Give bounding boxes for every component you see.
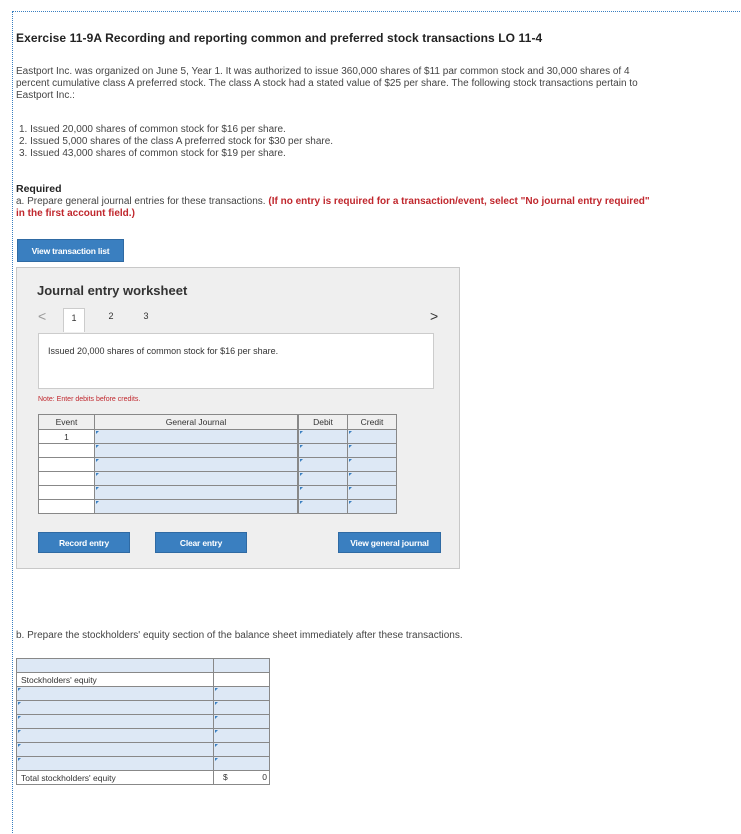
required-part-a (16, 196, 656, 220)
table-row (39, 500, 397, 514)
equity-account-input[interactable] (17, 757, 214, 771)
equity-amount-input[interactable] (214, 687, 270, 701)
equity-amount-input[interactable] (214, 743, 270, 757)
stockholders-equity-table (16, 658, 270, 785)
chevron-left-icon[interactable]: < (38, 308, 47, 324)
view-transaction-list-button[interactable]: View transaction list (17, 239, 124, 262)
equity-account-input[interactable] (17, 715, 214, 729)
credit-input[interactable] (348, 486, 397, 500)
part-a-instruction: (If no entry is required for a transaction/event, select "No journal entry required" in the first account field.) (16, 196, 650, 219)
debit-input[interactable] (299, 486, 348, 500)
record-entry-button[interactable]: Record entry (38, 532, 130, 553)
general-journal-column-header: General Journal (95, 415, 298, 430)
clear-entry-button[interactable]: Clear entry (155, 532, 247, 553)
equity-amount-input[interactable] (214, 715, 270, 729)
credit-input[interactable] (348, 458, 397, 472)
credit-input[interactable] (348, 430, 397, 444)
table-row (17, 771, 270, 785)
tab-1[interactable]: 1 (63, 308, 85, 332)
event-cell (39, 458, 95, 472)
debit-input[interactable] (299, 500, 348, 514)
equity-header-label: Stockholders' equity (17, 673, 214, 687)
part-a-text: a. Prepare general journal entries for these transactions. (16, 196, 269, 207)
account-input[interactable] (95, 472, 298, 486)
total-equity-label: Total stockholders' equity (17, 771, 214, 785)
table-row (39, 458, 397, 472)
debit-credit-note: Note: Enter debits before credits. (38, 396, 141, 403)
total-equity-value (214, 771, 270, 785)
table-row (39, 430, 397, 444)
table-row (17, 687, 270, 701)
debit-input[interactable] (299, 430, 348, 444)
table-row (39, 444, 397, 458)
table-row (17, 715, 270, 729)
worksheet-title: Journal entry worksheet (37, 283, 188, 298)
table-row (17, 729, 270, 743)
event-cell (39, 444, 95, 458)
table-row (17, 673, 270, 687)
exercise-title: Exercise 11-9A Recording and reporting common and preferred stock transactions LO 11-4 (16, 31, 543, 45)
debit-input[interactable] (299, 472, 348, 486)
transaction-item: 3. Issued 43,000 shares of common stock for $19 per share. (19, 148, 286, 159)
event-cell (39, 472, 95, 486)
debit-column-header: Debit (299, 415, 348, 430)
table-row (17, 743, 270, 757)
table-row (39, 486, 397, 500)
event-cell (39, 486, 95, 500)
account-input[interactable] (95, 458, 298, 472)
tab-3[interactable]: 3 (143, 311, 149, 321)
credit-column-header: Credit (348, 415, 397, 430)
equity-amount-input[interactable] (214, 701, 270, 715)
equity-account-input[interactable] (17, 729, 214, 743)
tab-2[interactable]: 2 (108, 311, 114, 321)
event-cell: 1 (39, 430, 95, 444)
journal-table (38, 414, 397, 514)
debit-input[interactable] (299, 444, 348, 458)
table-header-row (17, 659, 270, 673)
table-row (17, 701, 270, 715)
event-cell (39, 500, 95, 514)
transaction-description: Issued 20,000 shares of common stock for $16 per share. (38, 333, 434, 389)
account-input[interactable] (95, 444, 298, 458)
journal-entry-worksheet (16, 267, 460, 569)
account-input[interactable] (95, 500, 298, 514)
transaction-item: 2. Issued 5,000 shares of the class A preferred stock for $30 per share. (19, 136, 334, 147)
credit-input[interactable] (348, 500, 397, 514)
transaction-list (19, 124, 333, 160)
equity-account-input[interactable] (17, 687, 214, 701)
table-row (17, 757, 270, 771)
equity-amount-input[interactable] (214, 729, 270, 743)
currency-symbol: $ (223, 772, 228, 782)
equity-account-input[interactable] (17, 701, 214, 715)
view-general-journal-button[interactable]: View general journal (338, 532, 441, 553)
transaction-item: 1. Issued 20,000 shares of common stock for $16 per share. (19, 124, 286, 135)
credit-input[interactable] (348, 472, 397, 486)
total-equity-amount: 0 (262, 772, 267, 782)
required-part-b: b. Prepare the stockholders' equity section of the balance sheet immediately after these transactions. (16, 630, 463, 641)
account-input[interactable] (95, 486, 298, 500)
event-column-header: Event (39, 415, 95, 430)
equity-account-input[interactable] (17, 743, 214, 757)
required-heading: Required (16, 183, 62, 195)
table-row (39, 472, 397, 486)
chevron-right-icon[interactable]: > (430, 308, 439, 324)
debit-input[interactable] (299, 458, 348, 472)
credit-input[interactable] (348, 444, 397, 458)
equity-amount-input[interactable] (214, 757, 270, 771)
exercise-intro: Eastport Inc. was organized on June 5, Year 1. It was authorized to issue 360,000 shares of $11 par common stock and 30,000 shares of 4 percent cumulative class A preferred stock. The class A stock had a stated value of $25 per share. The following stock transactions pertain to Eastport Inc.: (16, 66, 638, 101)
account-input[interactable] (95, 430, 298, 444)
